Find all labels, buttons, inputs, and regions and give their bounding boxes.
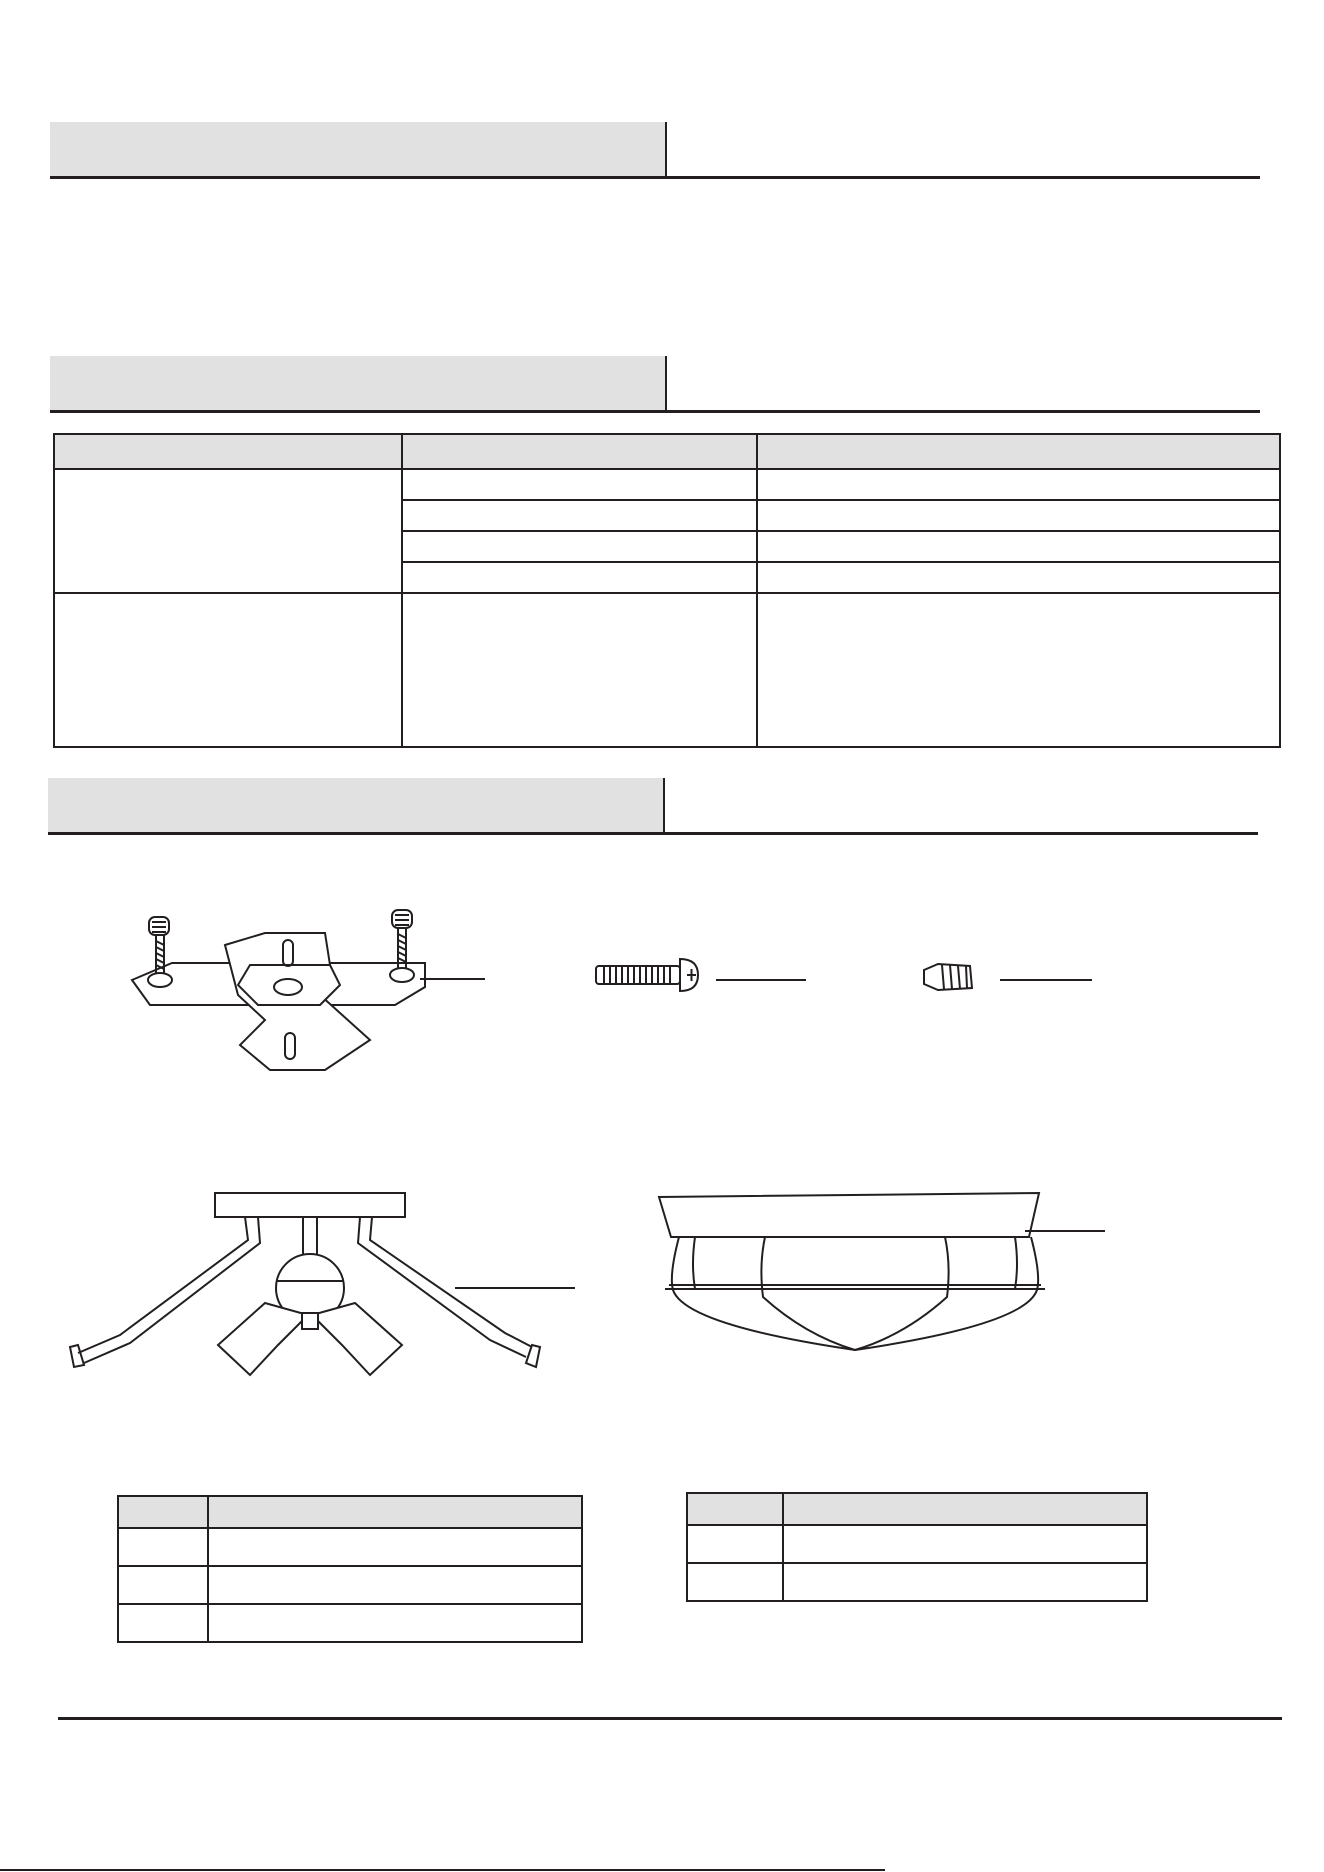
spec-cell bbox=[757, 562, 1280, 593]
parts-header-cell bbox=[783, 1493, 1147, 1525]
spec-cell bbox=[54, 593, 402, 747]
parts-header-cell bbox=[687, 1493, 783, 1525]
parts-table-header-row bbox=[687, 1493, 1147, 1525]
spec-cell bbox=[757, 500, 1280, 531]
bracket-leader-line bbox=[420, 978, 485, 980]
table-row bbox=[687, 1563, 1147, 1601]
section-rule-3 bbox=[48, 832, 1258, 835]
part-desc-cell bbox=[208, 1604, 582, 1642]
part-id-cell bbox=[687, 1563, 783, 1601]
part-desc-cell bbox=[783, 1563, 1147, 1601]
section-header-bar-3 bbox=[48, 778, 665, 832]
part-id-cell bbox=[118, 1604, 208, 1642]
spec-cell bbox=[402, 469, 757, 500]
spec-cell bbox=[402, 500, 757, 531]
spec-cell bbox=[757, 469, 1280, 500]
table-row bbox=[118, 1604, 582, 1642]
shade-leader-line bbox=[1025, 1230, 1105, 1232]
spec-table-header-row bbox=[54, 434, 1280, 469]
body-leader-line bbox=[455, 1287, 575, 1289]
section-header-bar-2 bbox=[50, 356, 667, 410]
table-row bbox=[118, 1566, 582, 1604]
connector-leader-line bbox=[1000, 979, 1092, 981]
spec-cell bbox=[757, 531, 1280, 562]
parts-header-cell bbox=[208, 1496, 582, 1528]
cage-shade-illustration bbox=[655, 1185, 1055, 1365]
part-desc-cell bbox=[208, 1528, 582, 1566]
part-desc-cell bbox=[208, 1566, 582, 1604]
spec-cell bbox=[402, 531, 757, 562]
mounting-bracket-illustration bbox=[120, 905, 440, 1085]
screw-illustration bbox=[592, 955, 702, 995]
parts-header-cell bbox=[118, 1496, 208, 1528]
section-header-bar-1 bbox=[50, 122, 667, 176]
table-row bbox=[54, 593, 1280, 747]
part-id-cell bbox=[118, 1528, 208, 1566]
section-rule-1 bbox=[50, 176, 1260, 179]
spec-cell bbox=[402, 562, 757, 593]
table-row bbox=[54, 469, 1280, 500]
section-rule-2 bbox=[50, 410, 1260, 413]
spec-header-cell bbox=[54, 434, 402, 469]
parts-table-left bbox=[117, 1495, 583, 1643]
spec-header-cell bbox=[402, 434, 757, 469]
table-row bbox=[687, 1525, 1147, 1563]
spec-cell bbox=[757, 593, 1280, 747]
specifications-table bbox=[53, 433, 1281, 748]
footer-rule bbox=[58, 1717, 1282, 1720]
fixture-body-illustration bbox=[60, 1185, 560, 1395]
parts-table-header-row bbox=[118, 1496, 582, 1528]
wire-connector-illustration bbox=[920, 958, 976, 996]
part-id-cell bbox=[687, 1525, 783, 1563]
bottom-edge-line bbox=[0, 1869, 885, 1871]
parts-table-right bbox=[686, 1492, 1148, 1602]
spec-cell bbox=[402, 593, 757, 747]
spec-header-cell bbox=[757, 434, 1280, 469]
screw-leader-line bbox=[716, 979, 806, 981]
part-id-cell bbox=[118, 1566, 208, 1604]
part-desc-cell bbox=[783, 1525, 1147, 1563]
spec-group-cell bbox=[54, 469, 402, 593]
table-row bbox=[118, 1528, 582, 1566]
